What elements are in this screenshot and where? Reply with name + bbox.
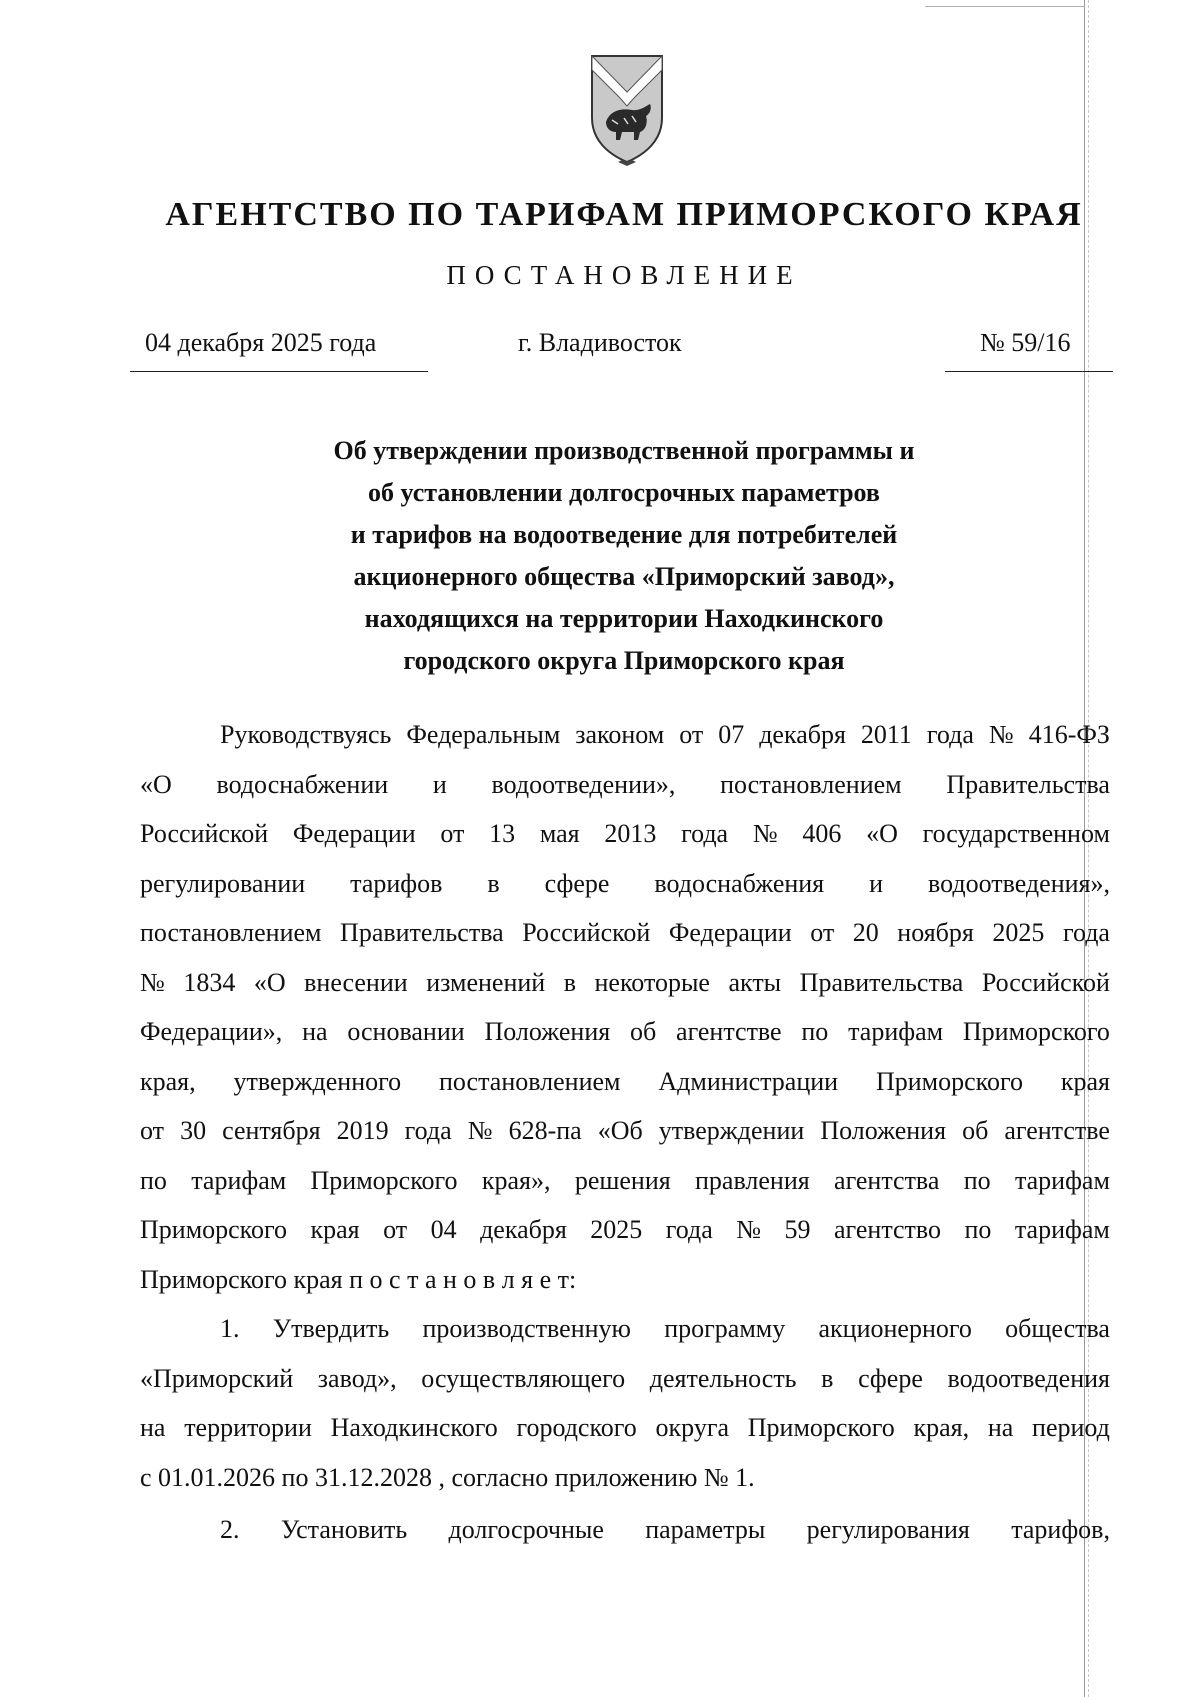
body-line: Руководствуясь Федеральным законом от 07 декабря 2011 года № 416-ФЗ: [220, 720, 1110, 749]
coat-of-arms-icon: [588, 52, 666, 168]
body-line: края, утвержденного постановлением Администрации Приморского края: [140, 1066, 1110, 1096]
body-line: Федерации», на основании Положения об агентстве по тарифам Приморского: [140, 1017, 1110, 1046]
body-line: от 30 сентября 2019 года № 628-па «Об утверждении Положения об агентстве: [140, 1116, 1110, 1145]
document-type: ПОСТАНОВЛЕНИЕ: [446, 260, 802, 290]
document-body: [140, 710, 1110, 1555]
date-underline: [130, 371, 428, 372]
body-line: с 01.01.2026 по 31.12.2028 , согласно приложению № 1.: [140, 1462, 755, 1492]
item-2-paragraph: [140, 1505, 1110, 1555]
title-line: находящихся на территории Находкинского: [364, 604, 884, 633]
title-line: и тарифов на водоотведение для потребителей: [350, 520, 898, 549]
document-number: № 59/16: [980, 328, 1071, 357]
body-line: № 1834 «О внесении изменений в некоторые акты Правительства Российской: [140, 967, 1110, 997]
agency-name: АГЕНТСТВО ПО ТАРИФАМ ПРИМОРСКОГО КРАЯ: [165, 196, 1083, 233]
body-line: регулировании тарифов в сфере водоснабжения и водоотведения»,: [140, 868, 1110, 898]
title-line: Об утверждении производственной программы и: [333, 436, 915, 465]
item-1-paragraph: [140, 1304, 1110, 1502]
document-title: [0, 430, 1200, 682]
body-line: постановлением Правительства Российской Федерации от 20 ноября 2025 года: [140, 918, 1110, 947]
body-line: «О водоснабжении и водоотведении», постановлением Правительства: [140, 769, 1110, 799]
document-date: 04 декабря 2025 года: [145, 328, 377, 357]
scan-top-line: [925, 6, 1085, 7]
body-line: «Приморский завод», осуществляющего деятельность в сфере водоотведения: [140, 1363, 1110, 1393]
preamble-paragraph: [140, 710, 1110, 1304]
body-line: по тарифам Приморского края», решения правления агентства по тарифам: [140, 1165, 1110, 1195]
title-line: акционерного общества «Приморский завод»,: [353, 562, 895, 591]
body-line: 1. Утвердить производственную программу акционерного общества: [220, 1314, 1110, 1343]
title-line: городского округа Приморского края: [403, 646, 845, 675]
document-city: г. Владивосток: [518, 328, 682, 357]
body-line: Приморского края п о с т а н о в л я е т:: [140, 1264, 577, 1294]
body-line: на территории Находкинского городского округа Приморского края, на период: [140, 1413, 1110, 1442]
body-line: 2. Установить долгосрочные параметры регулирования тарифов,: [220, 1515, 1110, 1544]
title-line: об установлении долгосрочных параметров: [368, 478, 880, 507]
body-line: Российской Федерации от 13 мая 2013 года № 406 «О государственном: [140, 819, 1110, 848]
number-underline: [945, 371, 1113, 372]
body-line: Приморского края от 04 декабря 2025 года № 59 агентство по тарифам: [140, 1215, 1110, 1244]
